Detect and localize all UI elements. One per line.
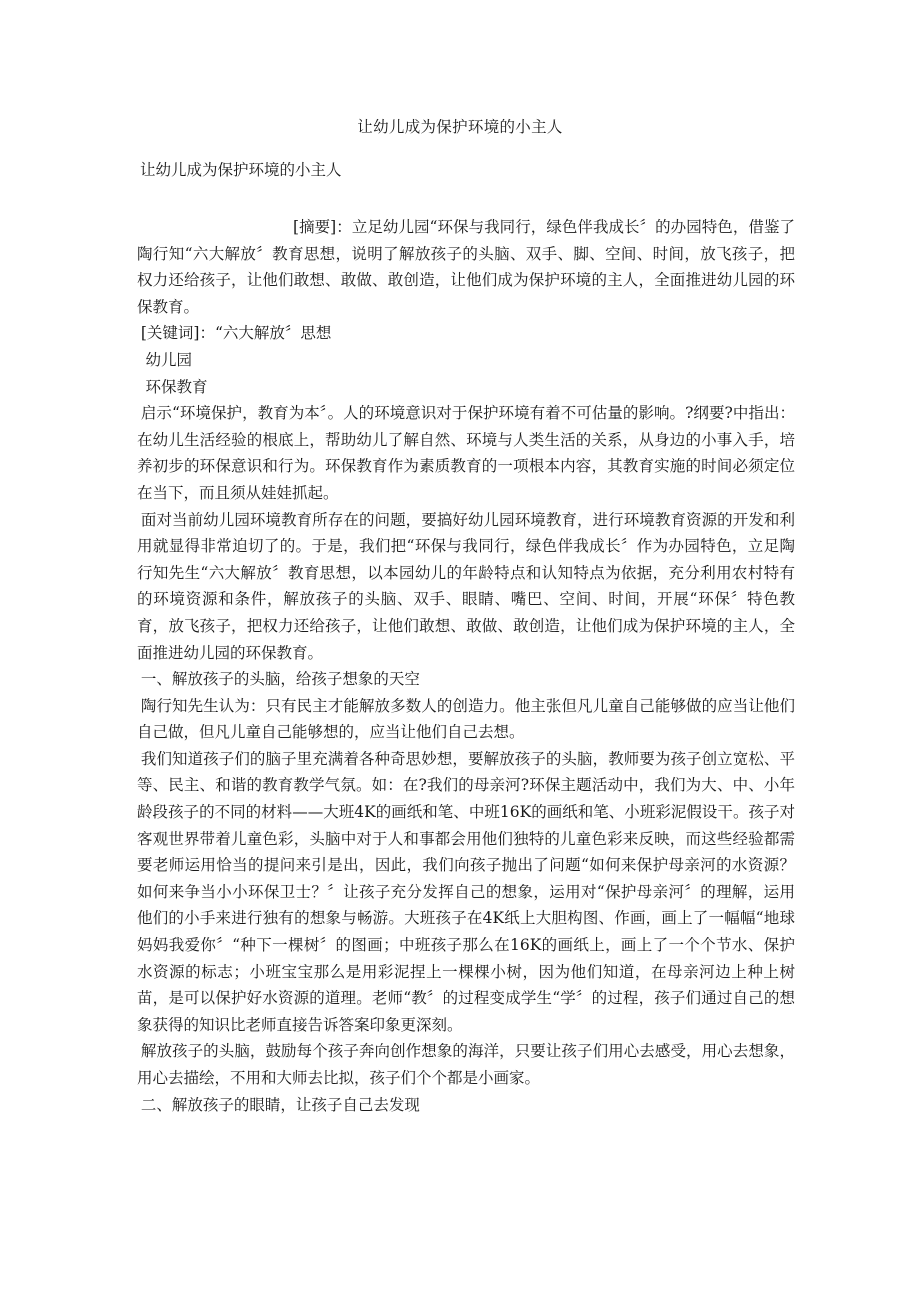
body-paragraph: 面对当前幼儿园环境教育所存在的问题，要搞好幼儿园环境教育，进行环境教育资源的开发和利用就显得非常迫切了的。于是，我们把“环保与我同行，绿色伴我成长〞作为办园特色，立足陶行知先生“六大解放〞教育思想，以本园幼儿的年龄特点和认知特点为依据，充分利用农村特有的环境资源和条件，解放孩子的头脑、双手、眼睛、嘴巴、空间、时间，开展“环保〞特色教育，放飞孩子，把权力还给孩子，让他们敢想、敢做、敢创造，让他们成为保护环境的主人，全面推进幼儿园的环保教育。 [137, 510, 795, 662]
keyword-item: 幼儿园 [145, 350, 193, 369]
document-subtitle: 让幼儿成为保护环境的小主人 [140, 161, 342, 179]
section-heading: 二、解放孩子的眼睛，让孩子自己去发现 [140, 1095, 420, 1114]
document-title: 让幼儿成为保护环境的小主人 [357, 118, 563, 136]
abstract-paragraph: [摘要]：立足幼儿园“环保与我同行，绿色伴我成长〞的办园特色，借鉴了陶行知“六大解放〞教育思想，说明了解放孩子的头脑、双手、脚、空间、时间，放飞孩子，把权力还给孩子，让他们敢想、敢做、敢创造，让他们成为保护环境的主人，全面推进幼儿园的环保教育。 [137, 218, 795, 316]
section-heading: 一、解放孩子的头脑，给孩子想象的天空 [140, 670, 420, 689]
body-paragraph: 解放孩子的头脑，鼓励每个孩子奔向创作想象的海洋，只要让孩子们用心去感受，用心去想象，用心去描绘，不用和大师去比拟，孩子们个个都是小画家。 [137, 1042, 795, 1087]
keywords-line: [关键词]：“六大解放〞思想 [140, 324, 332, 343]
keyword-item: 环保教育 [145, 377, 208, 396]
document-body [137, 214, 795, 1118]
body-paragraph: 启示“环境保护，教育为本〞。人的环境意识对于保护环境有着不可估量的影响。?纲要?中指出：在幼儿生活经验的根底上，帮助幼儿了解自然、环境与人类生活的关系，从身边的小事入手，培养初步的环保意识和行为。环保教育作为素质教育的一项根本内容，其教育实施的时间必须定位在当下，而且须从娃娃抓起。 [137, 404, 795, 502]
body-paragraph: 陶行知先生认为：只有民主才能解放多数人的创造力。他主张但凡儿童自己能够做的应当让他们自己做，但凡儿童自己能够想的，应当让他们自己去想。 [137, 696, 795, 742]
body-paragraph: 我们知道孩子们的脑子里充满着各种奇思妙想，要解放孩子的头脑，教师要为孩子创立宽松、平等、民主、和谐的教育教学气氛。如：在?我们的母亲河?环保主题活动中，我们为大、中、小年龄段孩子的不同的材料——大班4K的画纸和笔、中班16K的画纸和笔、小班彩泥假设干。孩子对客观世界带着儿童色彩，头脑中对于人和事都会用他们独特的儿童色彩来反映，而这些经验都需要老师运用恰当的提问来引是出，因此，我们向孩子抛出了问题“如何来保护母亲河的水资源？如何来争当小小环保卫士？〞让孩子充分发挥自己的想象，运用对“保护母亲河〞的理解，运用他们的小手来进行独有的想象与畅游。大班孩子在4K纸上大胆构图、作画，画上了一幅幅“地球妈妈我爱你〞“种下一棵树〞的图画；中班孩子那么在16K的画纸上，画上了一个个节水、保护水资源的标志；小班宝宝那么是用彩泥捏上一棵棵小树，因为他们知道，在母亲河边上种上树苗，是可以保护好水资源的道理。老师“教〞的过程变成学生“学〞的过程，孩子们通过自己的想象获得的知识比老师直接告诉答案印象更深刻。 [137, 749, 795, 1034]
